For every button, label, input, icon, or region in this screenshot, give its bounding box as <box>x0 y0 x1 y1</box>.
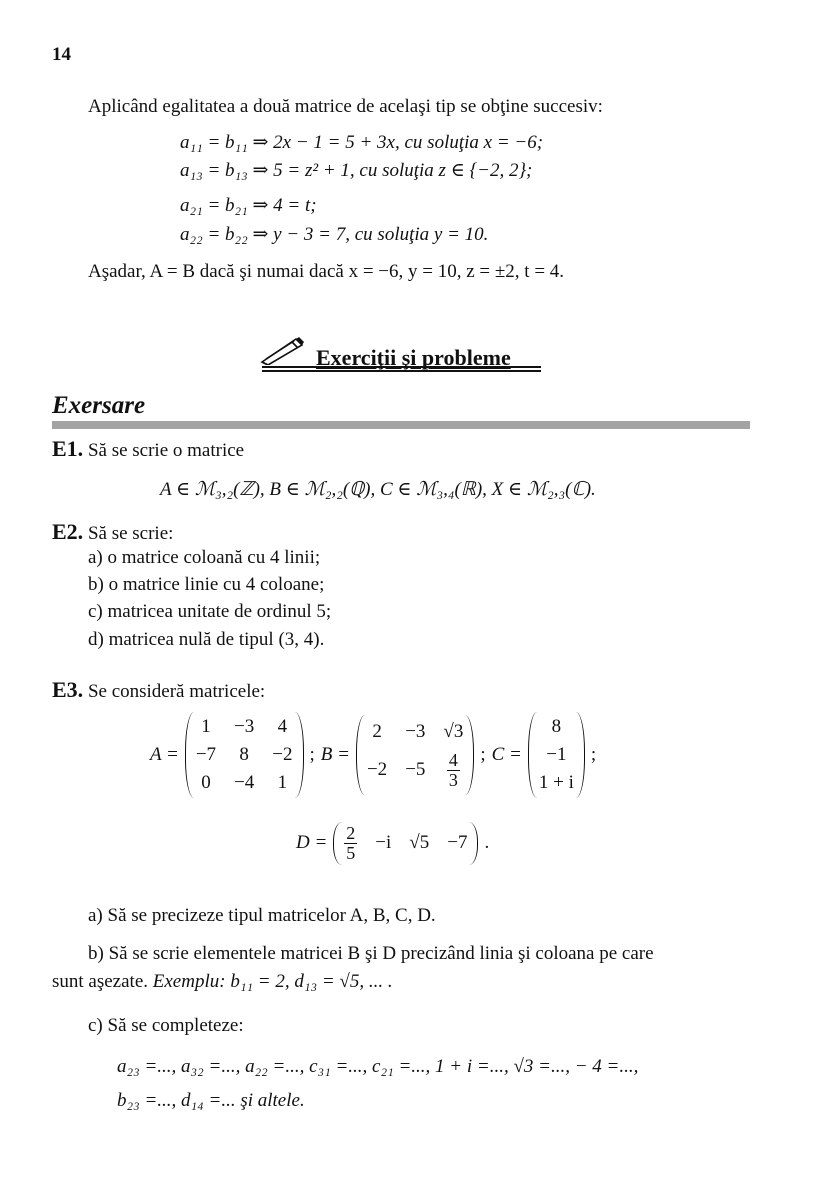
matrix-cell: −4 <box>234 772 255 793</box>
matrix-cell: 2 <box>372 720 382 742</box>
matrix-cell-fraction <box>344 824 357 863</box>
matrix-cell: −5 <box>405 759 426 780</box>
matrix-separator: ; <box>590 744 597 765</box>
exercise-e1 <box>52 436 244 462</box>
e3-part-c-line-1: a₂₃ =..., a₃₂ =..., a₂₂ =..., c₃₁ =..., c₂₁ =..., 1 + i =..., √3 =..., − 4 =..., <box>117 1056 639 1077</box>
exercise-text: Să se scrie o matrice <box>87 440 245 461</box>
e2-item-b: b) o matrice linie cu 4 coloane; <box>88 574 325 595</box>
title-double-underline <box>262 366 541 372</box>
part-b-cont-text: sunt aşezate. <box>52 971 149 992</box>
e3-part-c: c) Să se completeze: <box>88 1015 244 1036</box>
matrix-cell: −7 <box>447 832 468 854</box>
matrix-separator: . <box>484 832 490 854</box>
matrix-d <box>333 822 478 865</box>
section-divider <box>52 421 750 429</box>
matrix-a-name: A = <box>150 744 179 765</box>
matrix-cell-fraction <box>447 751 460 790</box>
matrix-cell: √3 <box>443 720 464 742</box>
matrix-cell: 1 <box>277 772 288 793</box>
matrix-cell: −i <box>375 832 392 854</box>
e1-formula: A ∈ ℳ₃,₂(ℤ), B ∈ ℳ₂,₂(ℚ), C ∈ ℳ₃,₄(ℝ), X ∈ ℳ₂,₃(ℂ). <box>160 479 596 500</box>
exercise-label: E3. <box>52 677 84 702</box>
matrix-cell: −3 <box>405 720 426 742</box>
matrix-cell: 8 <box>239 744 249 765</box>
fraction-denominator: 3 <box>448 769 458 790</box>
matrix-cell: −1 <box>546 744 567 765</box>
matrices-row <box>150 712 596 798</box>
exercise-text: Să se scrie: <box>87 523 174 544</box>
example-text: b₁₁ = 2, d₁₃ = √5, ... . <box>230 971 393 992</box>
matrix-b <box>356 715 474 796</box>
exercise-e2 <box>52 519 173 545</box>
matrix-separator: ; <box>309 744 315 765</box>
fraction-numerator: 2 <box>346 823 356 843</box>
matrix-cell: 1 <box>201 716 211 737</box>
e2-item-c: c) matricea unitate de ordinul 5; <box>88 601 332 622</box>
example-label: Exemplu: <box>152 971 226 992</box>
matrix-b-name: B = <box>320 744 350 765</box>
matrix-cell: −2 <box>366 759 388 780</box>
matrix-a <box>185 712 304 798</box>
e3-part-a: a) Să se precizeze tipul matricelor A, B, C, D. <box>88 905 436 926</box>
matrix-c <box>528 712 585 798</box>
section-title: Exerciţii şi probleme <box>316 345 511 370</box>
fraction-denominator: 5 <box>346 842 356 863</box>
equation-2: a₁₃ = b₁₃ ⇒ 5 = z² + 1, cu soluţia z ∈ {−2, 2}; <box>180 160 533 181</box>
e2-item-a: a) o matrice coloană cu 4 linii; <box>88 547 321 568</box>
matrix-d-row <box>296 822 489 865</box>
matrix-c-name: C = <box>491 744 522 765</box>
exercise-text: Se consideră matricele: <box>87 681 266 702</box>
matrix-cell: 0 <box>201 772 211 793</box>
exercise-label: E1. <box>52 436 84 461</box>
page-number: 14 <box>52 44 71 65</box>
matrix-cell: 4 <box>277 716 288 737</box>
intro-text: Aplicând egalitatea a două matrice de acelaşi tip se obţine succesiv: <box>88 96 603 117</box>
e2-item-d: d) matricea nulă de tipul (3, 4). <box>88 629 325 650</box>
fraction-numerator: 4 <box>448 749 458 770</box>
exercise-e3 <box>52 677 265 703</box>
equation-1: a₁₁ = b₁₁ ⇒ 2x − 1 = 5 + 3x, cu soluţia x = −6; <box>180 132 544 153</box>
e3-part-c-line-2: b₂₃ =..., d₁₄ =... şi altele. <box>117 1090 305 1111</box>
matrix-cell: −3 <box>234 716 255 737</box>
equation-4: a₂₂ = b₂₂ ⇒ y − 3 = 7, cu soluţia y = 10. <box>180 224 489 245</box>
exercise-label: E2. <box>52 519 84 544</box>
e3-part-b: b) Să se scrie elementele matricei B şi D precizând linia şi coloana pe care <box>88 943 654 964</box>
matrix-separator: ; <box>480 744 486 765</box>
matrix-cell: 8 <box>551 716 562 737</box>
equation-3: a₂₁ = b₂₁ ⇒ 4 = t; <box>180 195 317 216</box>
matrix-cell: √5 <box>409 832 430 854</box>
subsection-title: Exersare <box>52 392 146 419</box>
matrix-d-name: D = <box>296 832 328 854</box>
matrix-cell: −2 <box>272 744 293 765</box>
intro-conclusion: Aşadar, A = B dacă şi numai dacă x = −6, y = 10, z = ±2, t = 4. <box>88 261 565 282</box>
e3-part-b-continued <box>52 971 393 993</box>
matrix-cell: −7 <box>195 744 217 765</box>
matrix-cell: 1 + i <box>538 772 574 793</box>
